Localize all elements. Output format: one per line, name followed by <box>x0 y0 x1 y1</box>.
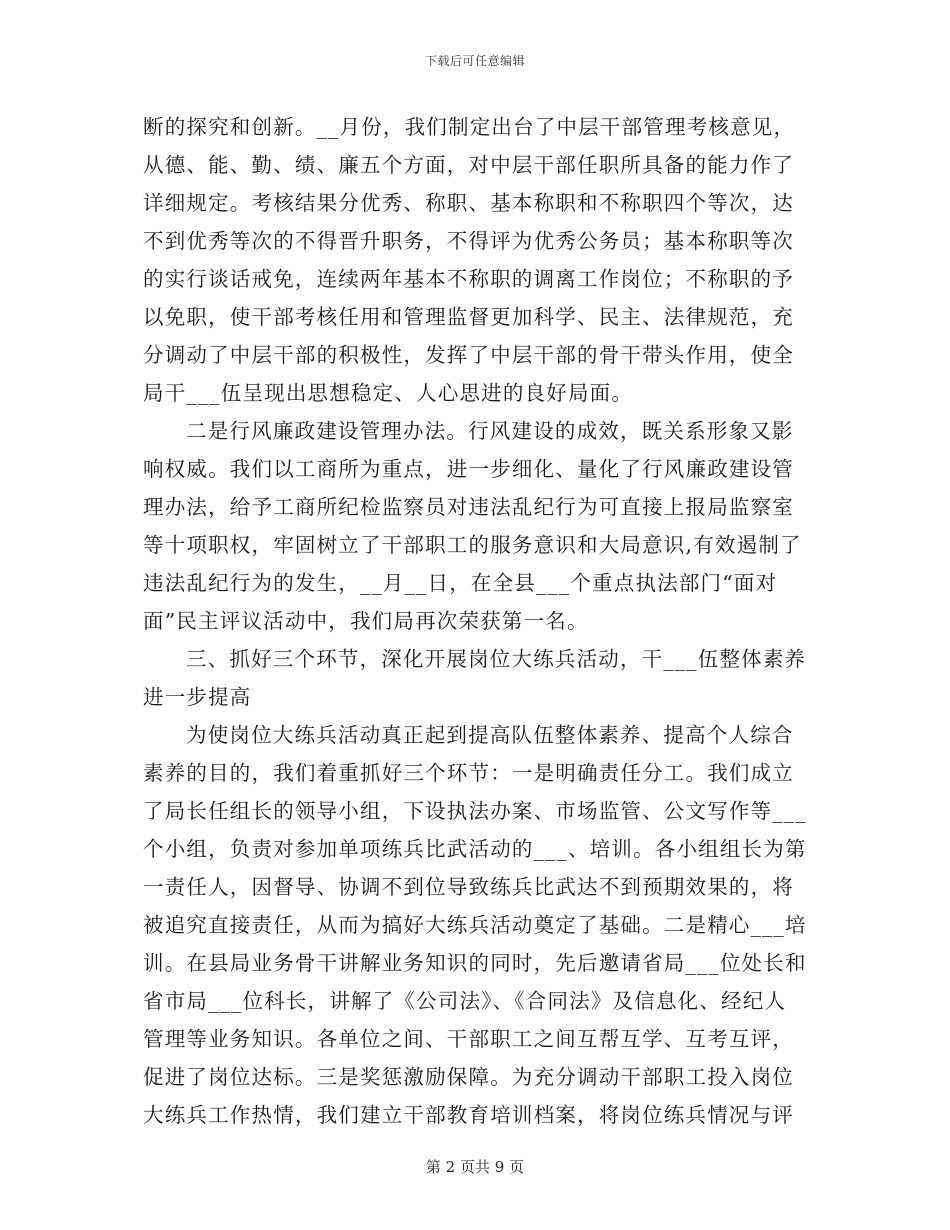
body-line: 面”民主评议活动中，我们局再次荣获第一名。 <box>143 609 589 633</box>
body-line: 断的探究和创新。__月份，我们制定出台了中层干部管理考核意见， <box>143 115 796 139</box>
body-line: 响权威。我们以工商所为重点，进一步细化、量化了行风廉政建设管 <box>143 457 794 481</box>
document-body <box>143 108 807 1134</box>
body-line: 了局长任组长的领导小组，下设执法办案、市场监管、公文写作等___ <box>143 799 807 823</box>
body-line: 个小组，负责对参加单项练兵比武活动的___、培训。各小组组长为第 <box>143 837 807 861</box>
body-line: 分调动了中层干部的积极性，发挥了中层干部的骨干带头作用，使全 <box>143 343 794 367</box>
section-heading-line: 进一步提高 <box>143 685 252 709</box>
body-line: 以免职，使干部考核任用和管理监督更加科学、民主、法律规范，充 <box>143 305 794 329</box>
paragraph-start-line: 二是行风廉政建设管理办法。行风建设的成效，既关系形象又影 <box>186 419 794 443</box>
body-line: 理办法，给予工商所纪检监察员对违法乱纪行为可直接上报局监察室 <box>143 495 794 519</box>
body-line: 促进了岗位达标。三是奖惩激励保障。为充分调动干部职工投入岗位 <box>143 1065 794 1089</box>
body-line: 不到优秀等次的不得晋升职务，不得评为优秀公务员；基本称职等次 <box>143 229 794 253</box>
body-line: 局干___伍呈现出思想稳定、人心思进的良好局面。 <box>143 381 634 405</box>
body-line: 省市局___位科长，讲解了《公司法》、《合同法》及信息化、经纪人 <box>143 989 787 1013</box>
body-line: 管理等业务知识。各单位之间、干部职工之间互帮互学、互考互评， <box>143 1027 794 1051</box>
body-line: 大练兵工作热情，我们建立干部教育培训档案，将岗位练兵情况与评 <box>143 1103 794 1127</box>
page-header: 下载后可任意编辑 <box>424 54 525 68</box>
body-line: 详细规定。考核结果分优秀、称职、基本称职和不称职四个等次，达 <box>143 191 794 215</box>
paragraph-start-line: 为使岗位大练兵活动真正起到提高队伍整体素养、提高个人综合 <box>186 723 794 747</box>
body-line: 的实行谈话戒免，连续两年基本不称职的调离工作岗位；不称职的予 <box>143 267 794 291</box>
body-line: 等十项职权，牢固树立了干部职工的服务意识和大局意识,有效遏制了 <box>143 533 802 557</box>
body-line: 一责任人，因督导、协调不到位导致练兵比武达不到预期效果的，将 <box>143 875 794 899</box>
body-line: 违法乱纪行为的发生，__月__日，在全县___个重点执法部门“面对 <box>143 571 778 595</box>
page-number-footer: 第 2 页共 9 页 <box>425 1158 525 1176</box>
section-heading-line: 三、抓好三个环节，深化开展岗位大练兵活动，干___伍整体素养 <box>186 647 807 671</box>
body-line: 训。在县局业务骨干讲解业务知识的同时，先后邀请省局___位处长和 <box>143 951 807 975</box>
body-line: 被追究直接责任，从而为搞好大练兵活动奠定了基础。二是精心___培 <box>143 913 807 937</box>
body-line: 从德、能、勤、绩、廉五个方面，对中层干部任职所具备的能力作了 <box>143 153 794 177</box>
body-line: 素养的目的，我们着重抓好三个环节：一是明确责任分工。我们成立 <box>143 761 794 785</box>
